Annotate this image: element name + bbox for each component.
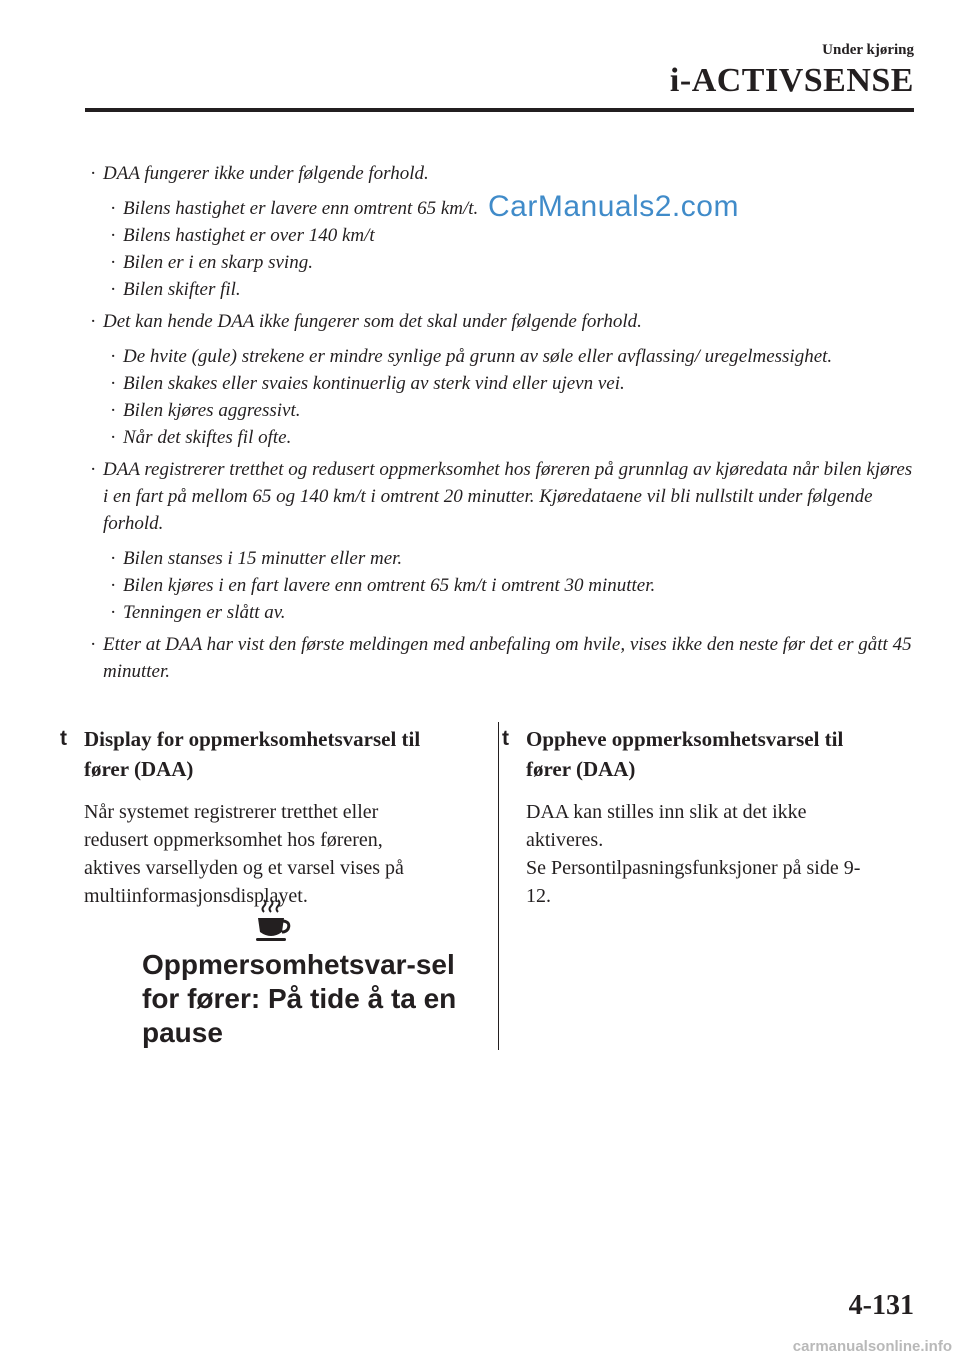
section-marker: t	[60, 727, 67, 750]
section-disable-daa	[502, 724, 882, 910]
note-subitem: · Bilen stanses i 15 minutter eller mer.	[108, 545, 918, 572]
notes-list	[88, 160, 918, 685]
section-marker: t	[502, 727, 509, 750]
section-heading	[502, 724, 882, 784]
note-item: · Etter at DAA har vist den første meldingen med anbefaling om hvile, vises ikke den neste før det er gått 45 minutter.	[88, 631, 918, 685]
page-number: 4-131	[848, 1290, 914, 1321]
note-item: · DAA fungerer ikke under følgende forhold.	[88, 160, 918, 187]
header-section-name: Under kjøring	[822, 42, 914, 58]
section-body	[60, 798, 440, 910]
note-subitem: · Bilens hastighet er lavere enn omtrent 65 km/t.	[108, 195, 918, 222]
note-subitem: · Bilen kjøres aggressivt.	[108, 397, 918, 424]
section-paragraph: DAA kan stilles inn slik at det ikke aktiveres.	[526, 801, 807, 851]
section-heading-text: Display for oppmerksomhetsvarsel til fører (DAA)	[84, 727, 421, 781]
section-display-daa	[60, 724, 440, 910]
header-chapter-title: i-ACTIVSENSE	[669, 62, 914, 99]
note-item: · Det kan hende DAA ikke fungerer som det skal under følgende forhold.	[88, 308, 918, 335]
footer-watermark[interactable]: carmanualsonline.info	[792, 1338, 952, 1355]
note-subitem: · Bilen er i en skarp sving.	[108, 249, 918, 276]
note-subitem: · Når det skiftes fil ofte.	[108, 424, 918, 451]
section-paragraph: Når systemet registrerer tretthet eller redusert oppmerksomhet hos føreren, aktives varsellyden og et varsel vises på multiinformasjonsdisplayet.	[84, 801, 404, 907]
note-subitem: · Tenningen er slått av.	[108, 599, 918, 626]
note-subitem: · Bilen skifter fil.	[108, 276, 918, 303]
note-item: · DAA registrerer tretthet og redusert oppmerksomhet hos føreren på grunnlag av kjøredata når bilen kjøres i en fart på mellom 65 og 140 km/t i omtrent 20 minutter. Kjøredataene vil bli nullstilt under følgende forhold.	[88, 456, 918, 537]
coffee-cup-icon	[254, 898, 294, 944]
section-paragraph: Se Persontilpasningsfunksjoner på side 9-12.	[526, 857, 861, 907]
watermark-carmanuals[interactable]: CarManuals2.com	[488, 190, 739, 223]
section-heading-text: Oppheve oppmerksomhetsvarsel til fører (DAA)	[526, 727, 844, 781]
section-body	[502, 798, 882, 910]
note-subitem: · Bilen skakes eller svaies kontinuerlig av sterk vind eller ujevn vei.	[108, 370, 918, 397]
header-rule	[85, 108, 914, 112]
display-warning-message: Oppmersomhetsvar-sel for fører: På tide å ta en pause	[142, 949, 457, 1048]
note-subitem: · Bilen kjøres i en fart lavere enn omtrent 65 km/t i omtrent 30 minutter.	[108, 572, 918, 599]
column-divider	[498, 722, 499, 1050]
note-subitem: · Bilens hastighet er over 140 km/t	[108, 222, 918, 249]
section-heading	[60, 724, 440, 784]
note-subitem: · De hvite (gule) strekene er mindre synlige på grunn av søle eller avflassing/ uregelmessighet.	[108, 343, 918, 370]
